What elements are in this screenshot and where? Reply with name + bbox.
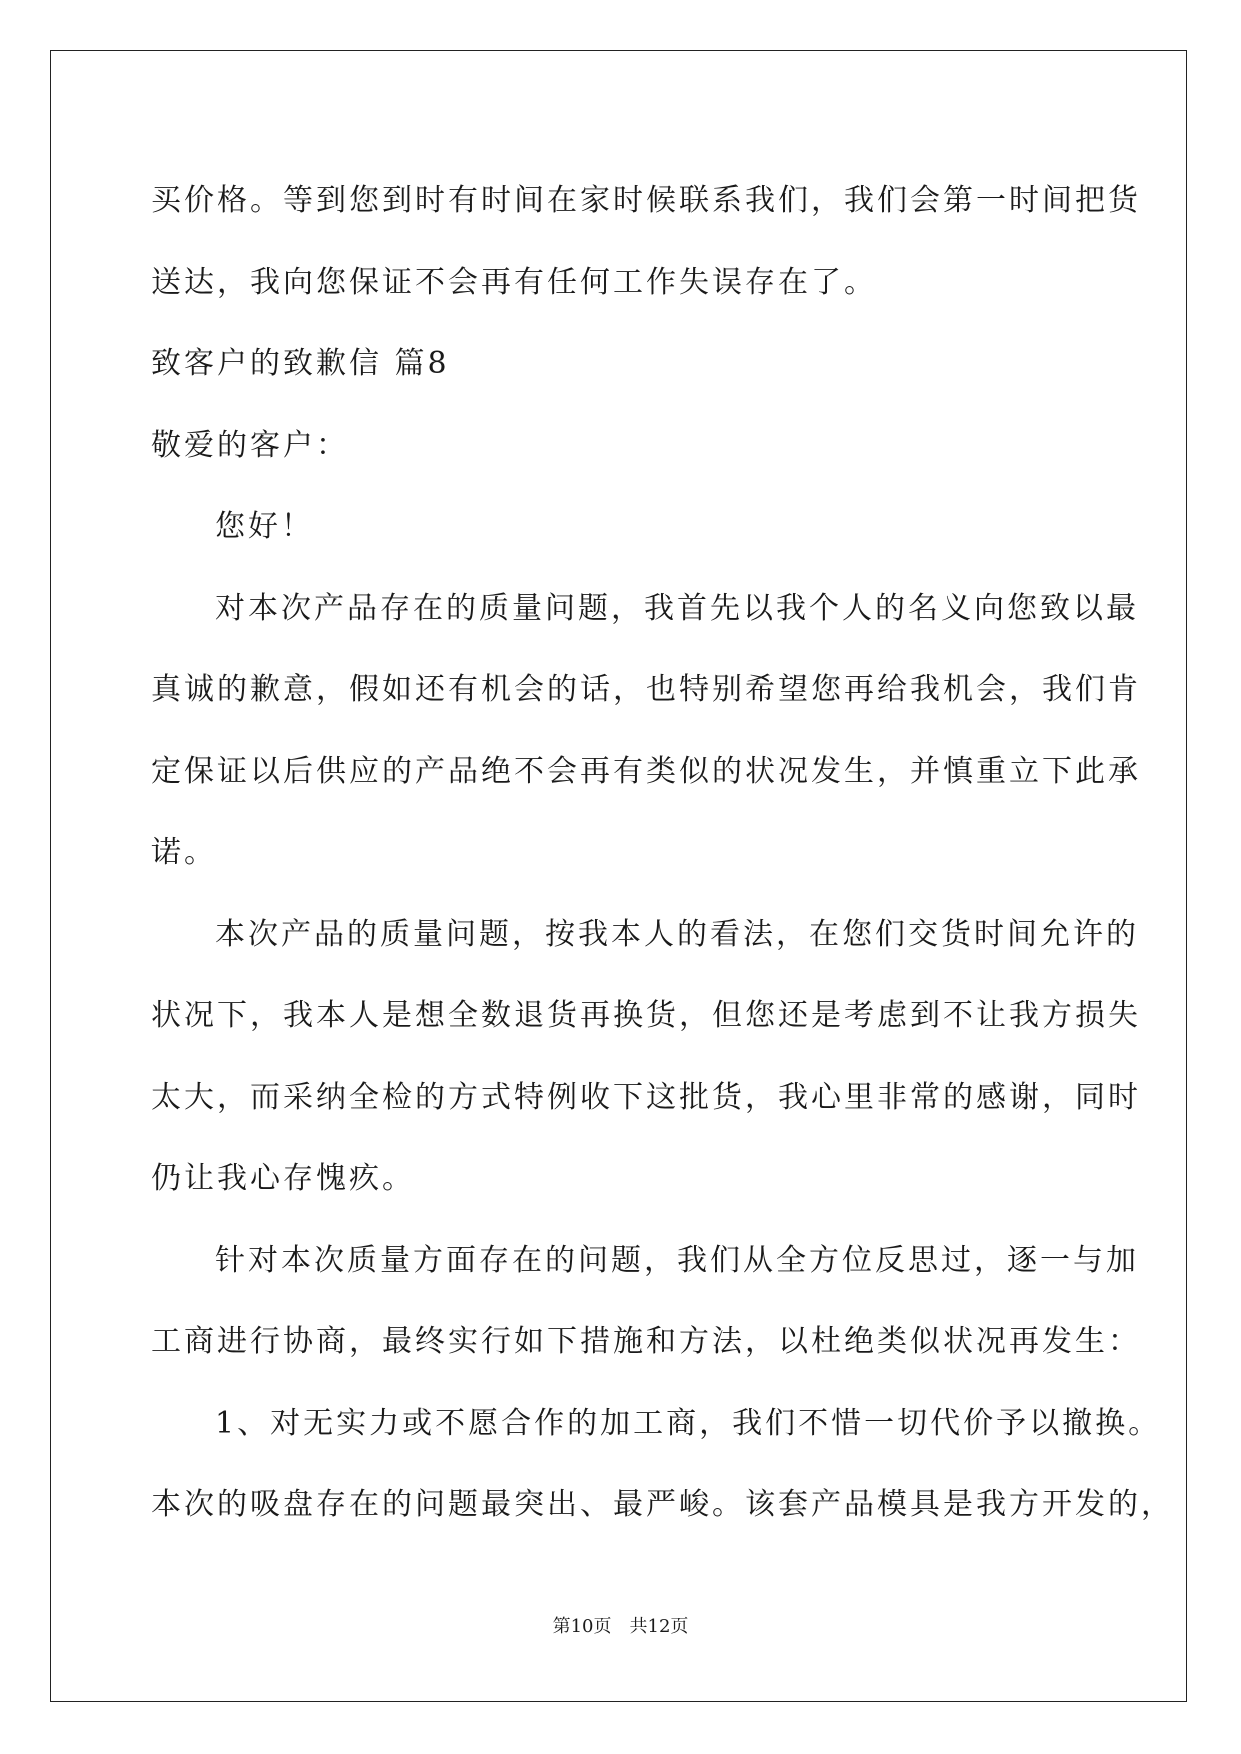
section-heading: 致客户的致歉信 篇8	[151, 346, 450, 381]
salutation: 敬爱的客户：	[151, 427, 349, 463]
page-total: 共12页	[629, 1616, 689, 1637]
body-line-9: 诺。	[151, 835, 217, 870]
body-line-15: 工商进行协商，最终实行如下措施和方法，以杜绝类似状况再发生：	[151, 1324, 1141, 1359]
page-number: 第10页	[552, 1616, 612, 1637]
body-line-13: 仍让我心存愧疚。	[151, 1161, 415, 1196]
body-line-12: 太大，而采纳全检的方式特例收下这批货，我心里非常的感谢，同时	[151, 1079, 1141, 1115]
page-footer	[0, 1612, 1241, 1638]
body-line-7: 真诚的歉意，假如还有机会的话，也特别希望您再给我机会，我们肯	[151, 672, 1141, 707]
body-line-14: 针对本次质量方面存在的问题，我们从全方位反思过，逐一与加	[215, 1242, 1139, 1278]
body-line-2: 送达，我向您保证不会再有任何工作失误存在了。	[151, 264, 877, 300]
body-line-1: 买价格。等到您到时有时间在家时候联系我们，我们会第一时间把货	[151, 183, 1141, 218]
body-line-8: 定保证以后供应的产品绝不会再有类似的状况发生，并慎重立下此承	[151, 753, 1141, 789]
body-line-16: 1、对无实力或不愿合作的加工商，我们不惜一切代价予以撤换。	[215, 1405, 1162, 1441]
body-line-17: 本次的吸盘存在的问题最突出、最严峻。该套产品模具是我方开发的，	[151, 1487, 1174, 1522]
greeting: 您好！	[215, 509, 314, 544]
document-body	[151, 160, 1174, 1546]
body-line-11: 状况下，我本人是想全数退货再换货，但您还是考虑到不让我方损失	[151, 998, 1141, 1033]
body-line-6: 对本次产品存在的质量问题，我首先以我个人的名义向您致以最	[215, 590, 1139, 626]
body-line-10: 本次产品的质量问题，按我本人的看法，在您们交货时间允许的	[215, 916, 1139, 952]
